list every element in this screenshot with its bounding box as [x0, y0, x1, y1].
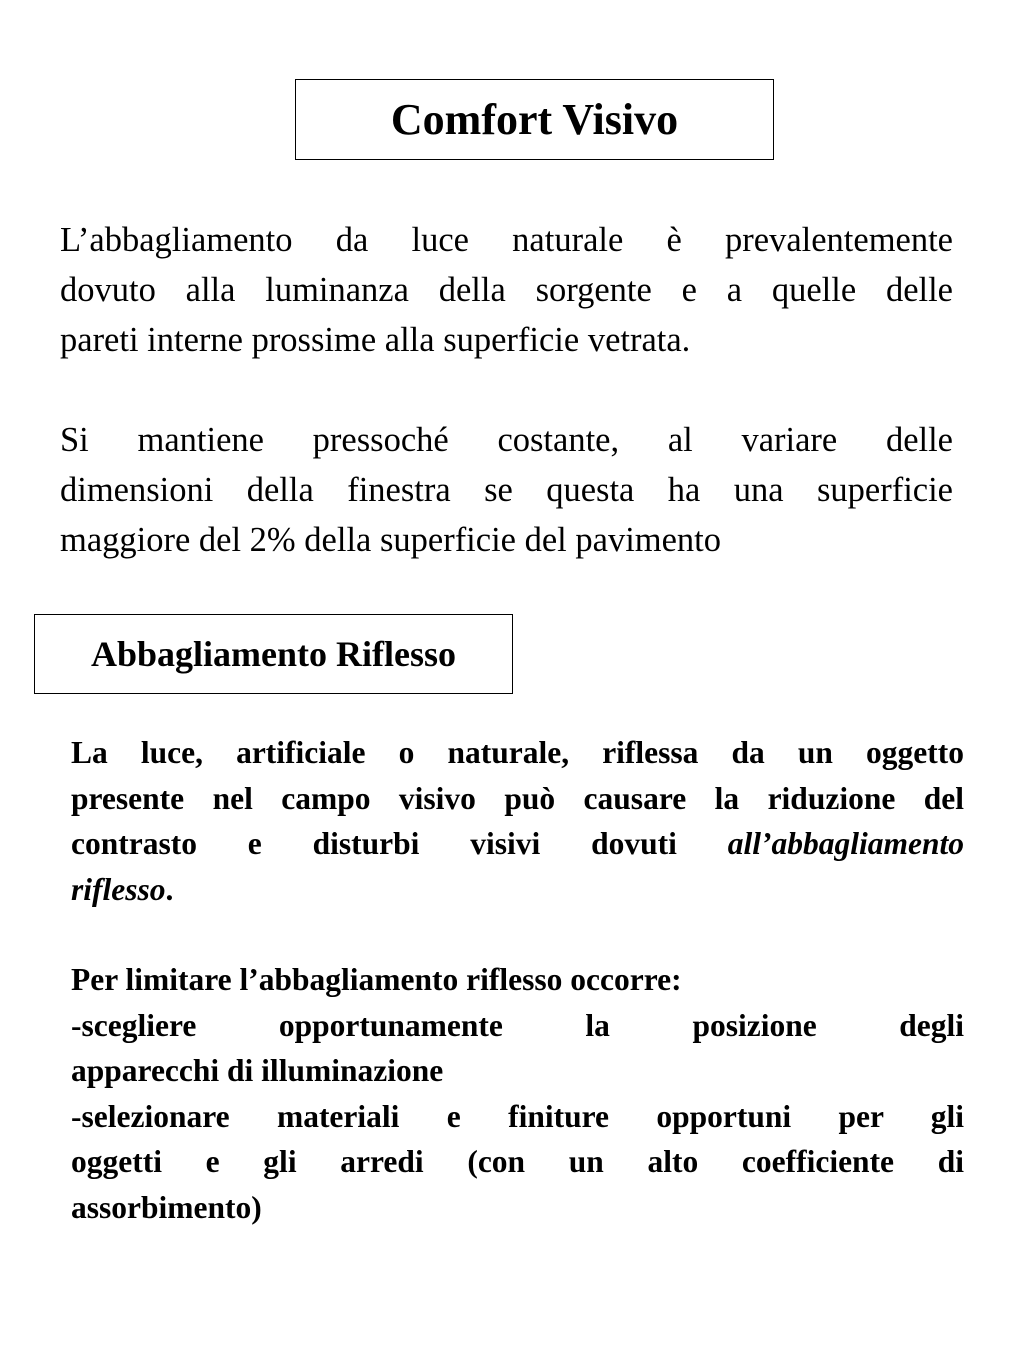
list-item-line: -selezionare materiali e finiture opportuni per gli: [71, 1098, 964, 1134]
paragraph-limiting-measures: [71, 957, 964, 1230]
list-item-line: assorbimento): [71, 1189, 262, 1225]
text-line: dimensioni della finestra se questa ha una superficie: [60, 471, 953, 509]
text-punctuation: .: [165, 871, 174, 907]
text-line: Si mantiene pressoché costante, al variare delle: [60, 421, 953, 459]
list-item-line: apparecchi di illuminazione: [71, 1053, 444, 1088]
text-line: dovuto alla luminanza della sorgente e a quelle delle: [60, 271, 953, 309]
text-line: [71, 867, 964, 913]
list-item-line: -scegliere opportunamente la posizione degli: [71, 1007, 964, 1043]
italic-term: all’abbagliamento: [727, 826, 964, 861]
text-line: L’abbagliamento da luce naturale è prevalentemente: [60, 221, 953, 259]
italic-term: riflesso: [71, 871, 166, 907]
text-line: pareti interne prossime alla superficie vetrata.: [60, 321, 691, 359]
text-line: [71, 821, 964, 867]
paragraph-glare-natural-light: [60, 215, 953, 365]
text-line: maggiore del 2% della superficie del pavimento: [60, 521, 722, 559]
list-intro: Per limitare l’abbagliamento riflesso occorre:: [71, 962, 682, 997]
text-line: presente nel campo visivo può causare la riduzione del: [71, 780, 964, 816]
slide-title: [295, 79, 774, 160]
text-line: La luce, artificiale o naturale, riflessa da un oggetto: [71, 735, 964, 770]
paragraph-constant-glare: [60, 415, 953, 565]
section-subtitle-text: Abbagliamento Riflesso: [90, 634, 456, 674]
paragraph-reflected-glare: [71, 730, 964, 912]
slide-title-text: Comfort Visivo: [390, 95, 679, 144]
list-item-line: oggetti e gli arredi (con un alto coefficiente di: [71, 1144, 964, 1179]
section-subtitle: [34, 614, 513, 694]
text-segment: contrasto e disturbi visivi dovuti: [71, 826, 677, 861]
